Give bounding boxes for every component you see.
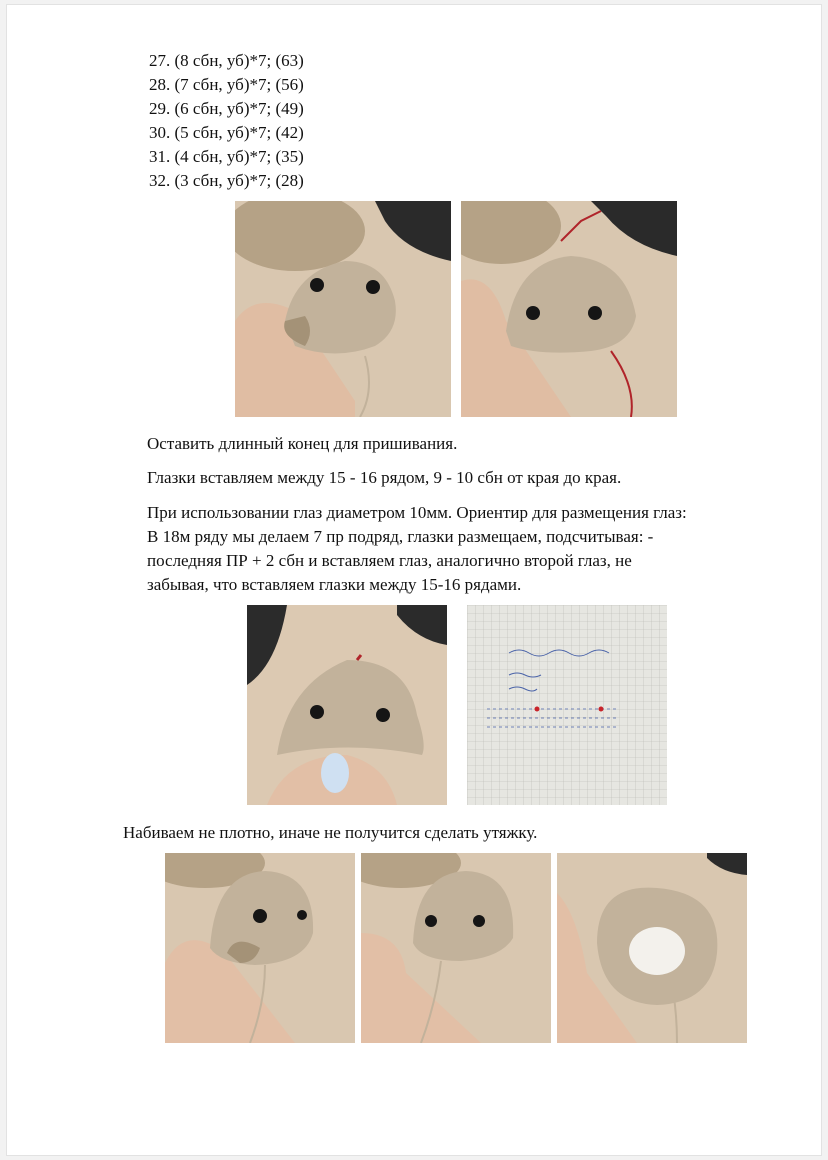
eyes-guide-line-3: последняя ПР + 2 сбн и вставляем глаз, аналогично второй глаз, не <box>147 551 632 570</box>
photo-stuffed-head-front <box>361 853 551 1043</box>
photo-stuffed-head-side <box>165 853 355 1043</box>
eyes-between-text: Глазки вставляем между 15 - 16 рядом, 9 - 10 сбн от края до края. <box>147 468 622 487</box>
photo-head-eyes-closeup <box>247 605 447 805</box>
pattern-row: 29. (6 сбн, уб)*7; (49) <box>149 99 304 118</box>
document-page <box>6 4 822 1156</box>
photo-stuffed-head-bottom <box>557 853 747 1043</box>
pattern-row: 27. (8 сбн, уб)*7; (63) <box>149 51 304 70</box>
eyes-guide-line-1: При использовании глаз диаметром 10мм. Ориентир для размещения глаз: <box>147 503 687 522</box>
photo-head-with-eyes-front <box>461 201 677 417</box>
eyes-guide-line-2: В 18м ряду мы делаем 7 пр подряд, глазки размещаем, подсчитывая: - <box>147 527 654 546</box>
photo-grid-sketch <box>467 605 667 805</box>
pattern-row: 31. (4 сбн, уб)*7; (35) <box>149 147 304 166</box>
pattern-row: 30. (5 сбн, уб)*7; (42) <box>149 123 304 142</box>
pattern-row: 28. (7 сбн, уб)*7; (56) <box>149 75 304 94</box>
leave-tail-text: Оставить длинный конец для пришивания. <box>147 434 458 453</box>
stuffing-text: Набиваем не плотно, иначе не получится сделать утяжку. <box>123 823 538 842</box>
pattern-row: 32. (3 сбн, уб)*7; (28) <box>149 171 304 190</box>
pattern-rows-list <box>149 49 304 193</box>
eyes-guide-line-4: забывая, что вставляем глазки между 15-16 рядами. <box>147 575 522 594</box>
photo-head-with-eyes-side <box>235 201 451 417</box>
